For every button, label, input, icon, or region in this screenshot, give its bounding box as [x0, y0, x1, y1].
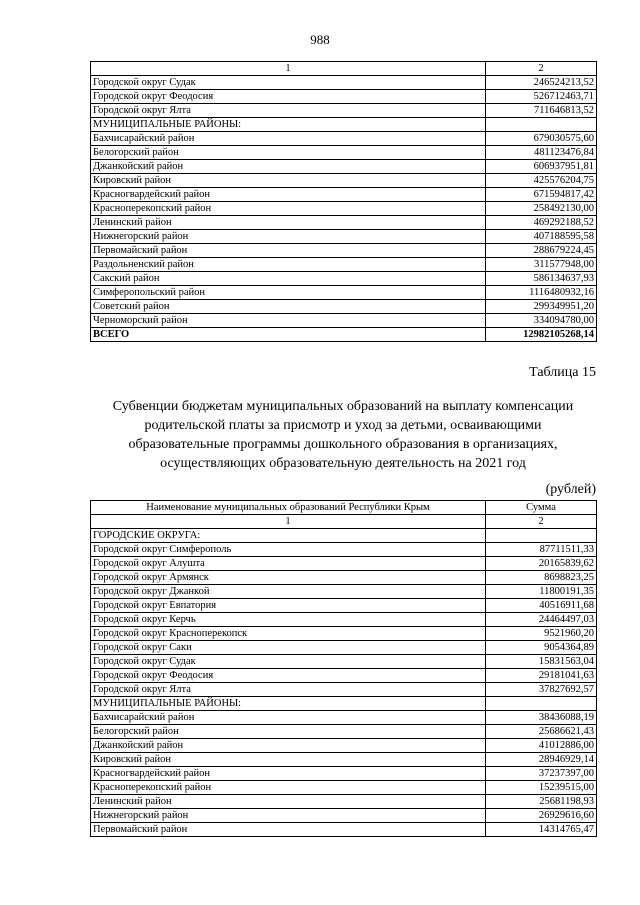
table-row: [91, 781, 597, 795]
row-value: [486, 529, 597, 543]
subvention-table: [90, 500, 597, 837]
row-name: Городской округ Алушта: [91, 557, 486, 571]
table-row: [91, 767, 597, 781]
row-value: 24464497,03: [486, 613, 597, 627]
row-value: 334094780,00: [486, 314, 597, 328]
row-name: ГОРОДСКИЕ ОКРУГА:: [91, 529, 486, 543]
row-name: МУНИЦИПАЛЬНЫЕ РАЙОНЫ:: [91, 697, 486, 711]
table-title-line: родительской платы за присмотр и уход за детьми, осваивающими: [144, 418, 542, 433]
row-value: 311577948,00: [486, 258, 597, 272]
row-value: 11800191,35: [486, 585, 597, 599]
row-name: Городской округ Джанкой: [91, 585, 486, 599]
row-name: Городской округ Ялта: [91, 683, 486, 697]
row-value: 41012886,00: [486, 739, 597, 753]
row-value: 1116480932,16: [486, 286, 597, 300]
row-value: 671594817,42: [486, 188, 597, 202]
row-name: Джанкойский район: [91, 739, 486, 753]
row-value: 25686621,43: [486, 725, 597, 739]
table-row: [91, 753, 597, 767]
table-title-line: осуществляющих образовательную деятельность на 2021 год: [160, 456, 526, 471]
row-name: Городской округ Керчь: [91, 613, 486, 627]
table-row: [91, 557, 597, 571]
header-name: Наименование муниципальных образований Республики Крым: [91, 501, 486, 515]
subvention-table-body: [91, 501, 597, 837]
row-name: Первомайский район: [91, 244, 486, 258]
table-row: [91, 146, 597, 160]
row-name: Городской округ Судак: [91, 655, 486, 669]
row-name: Городской округ Феодосия: [91, 669, 486, 683]
column-number-row: [91, 62, 597, 76]
row-value: 15239515,00: [486, 781, 597, 795]
row-value: 87711511,33: [486, 543, 597, 557]
table-row: [91, 823, 597, 837]
table-row: [91, 641, 597, 655]
table-row: [91, 585, 597, 599]
row-value: 246524213,52: [486, 76, 597, 90]
row-name: Первомайский район: [91, 823, 486, 837]
row-value: 38436088,19: [486, 711, 597, 725]
column-number-row: [91, 515, 597, 529]
row-value: 288679224,45: [486, 244, 597, 258]
row-value: 25681198,93: [486, 795, 597, 809]
table-row: [91, 529, 597, 543]
row-name: Бахчисарайский район: [91, 132, 486, 146]
table-row: [91, 188, 597, 202]
row-name: ВСЕГО: [91, 328, 486, 342]
row-name: Городской округ Феодосия: [91, 90, 486, 104]
table-row: [91, 314, 597, 328]
table-row: [91, 795, 597, 809]
row-value: 8698823,25: [486, 571, 597, 585]
row-name: Городской округ Симферополь: [91, 543, 486, 557]
table-row: [91, 202, 597, 216]
table-row: [91, 272, 597, 286]
row-name: Белогорский район: [91, 725, 486, 739]
table-row: [91, 174, 597, 188]
row-value: 526712463,71: [486, 90, 597, 104]
table-title: [70, 397, 616, 473]
table-row: [91, 90, 597, 104]
allocation-table-body: [91, 62, 597, 342]
row-value: 299349951,20: [486, 300, 597, 314]
row-name: Кировский район: [91, 753, 486, 767]
row-name: Сакский район: [91, 272, 486, 286]
row-value: 37237397,00: [486, 767, 597, 781]
table-row: [91, 132, 597, 146]
row-name: Городской округ Красноперекопск: [91, 627, 486, 641]
row-name: Городской округ Ялта: [91, 104, 486, 118]
row-value: 258492130,00: [486, 202, 597, 216]
column-number-2: 2: [486, 62, 597, 76]
allocation-table-continued: [90, 61, 597, 342]
row-name: Нижнегорский район: [91, 230, 486, 244]
table-row: [91, 599, 597, 613]
table-row: [91, 809, 597, 823]
row-value: 711646813,52: [486, 104, 597, 118]
row-value: 26929616,60: [486, 809, 597, 823]
row-value: 20165839,62: [486, 557, 597, 571]
row-name: Раздольненский район: [91, 258, 486, 272]
row-name: Джанкойский район: [91, 160, 486, 174]
table-row: [91, 118, 597, 132]
row-value: 481123476,84: [486, 146, 597, 160]
table-row: [91, 571, 597, 585]
row-name: Городской округ Евпатория: [91, 599, 486, 613]
row-name: Советский район: [91, 300, 486, 314]
page-number: 988: [310, 32, 330, 47]
row-name: Красноперекопский район: [91, 202, 486, 216]
row-value: 37827692,57: [486, 683, 597, 697]
row-name: Симферопольский район: [91, 286, 486, 300]
column-number-1: 1: [91, 62, 486, 76]
row-value: 9054364,89: [486, 641, 597, 655]
column-number-2: 2: [486, 515, 597, 529]
row-name: Нижнегорский район: [91, 809, 486, 823]
table-row: [91, 613, 597, 627]
header-sum: Сумма: [486, 501, 597, 515]
row-value: 40516911,68: [486, 599, 597, 613]
table-row: [91, 725, 597, 739]
table-row: [91, 739, 597, 753]
row-value: 425576204,75: [486, 174, 597, 188]
header-row: [91, 501, 597, 515]
column-number-1: 1: [91, 515, 486, 529]
row-value: [486, 118, 597, 132]
row-value: 12982105268,14: [486, 328, 597, 342]
table-row: [91, 258, 597, 272]
row-value: 9521960,20: [486, 627, 597, 641]
table-row: [91, 543, 597, 557]
table-row: [91, 230, 597, 244]
table-row: [91, 711, 597, 725]
table-row: [91, 300, 597, 314]
row-name: Красногвардейский район: [91, 767, 486, 781]
unit-label: (рублей): [545, 482, 596, 497]
table-row: [91, 76, 597, 90]
table-row: [91, 216, 597, 230]
table-label: Таблица 15: [529, 365, 596, 380]
row-name: Кировский район: [91, 174, 486, 188]
table-row: [91, 669, 597, 683]
row-name: Городской округ Саки: [91, 641, 486, 655]
row-name: Бахчисарайский район: [91, 711, 486, 725]
table-row: [91, 286, 597, 300]
row-value: 586134637,93: [486, 272, 597, 286]
table-title-line: Субвенции бюджетам муниципальных образований на выплату компенсации: [112, 399, 574, 414]
table-row: [91, 328, 597, 342]
table-row: [91, 697, 597, 711]
row-name: Городской округ Судак: [91, 76, 486, 90]
table-row: [91, 244, 597, 258]
row-name: Белогорский район: [91, 146, 486, 160]
table-row: [91, 160, 597, 174]
table-row: [91, 627, 597, 641]
row-value: 679030575,60: [486, 132, 597, 146]
row-name: Ленинский район: [91, 795, 486, 809]
row-value: 29181041,63: [486, 669, 597, 683]
row-value: 14314765,47: [486, 823, 597, 837]
row-value: 28946929,14: [486, 753, 597, 767]
table-title-line: образовательные программы дошкольного образования в организациях,: [128, 437, 558, 452]
table-row: [91, 104, 597, 118]
row-name: Черноморский район: [91, 314, 486, 328]
row-name: МУНИЦИПАЛЬНЫЕ РАЙОНЫ:: [91, 118, 486, 132]
row-name: Городской округ Армянск: [91, 571, 486, 585]
table-row: [91, 655, 597, 669]
row-value: [486, 697, 597, 711]
row-value: 606937951,81: [486, 160, 597, 174]
table-row: [91, 683, 597, 697]
row-value: 469292188,52: [486, 216, 597, 230]
row-value: 407188595,58: [486, 230, 597, 244]
row-name: Красноперекопский район: [91, 781, 486, 795]
row-value: 15831563,04: [486, 655, 597, 669]
row-name: Красногвардейский район: [91, 188, 486, 202]
row-name: Ленинский район: [91, 216, 486, 230]
